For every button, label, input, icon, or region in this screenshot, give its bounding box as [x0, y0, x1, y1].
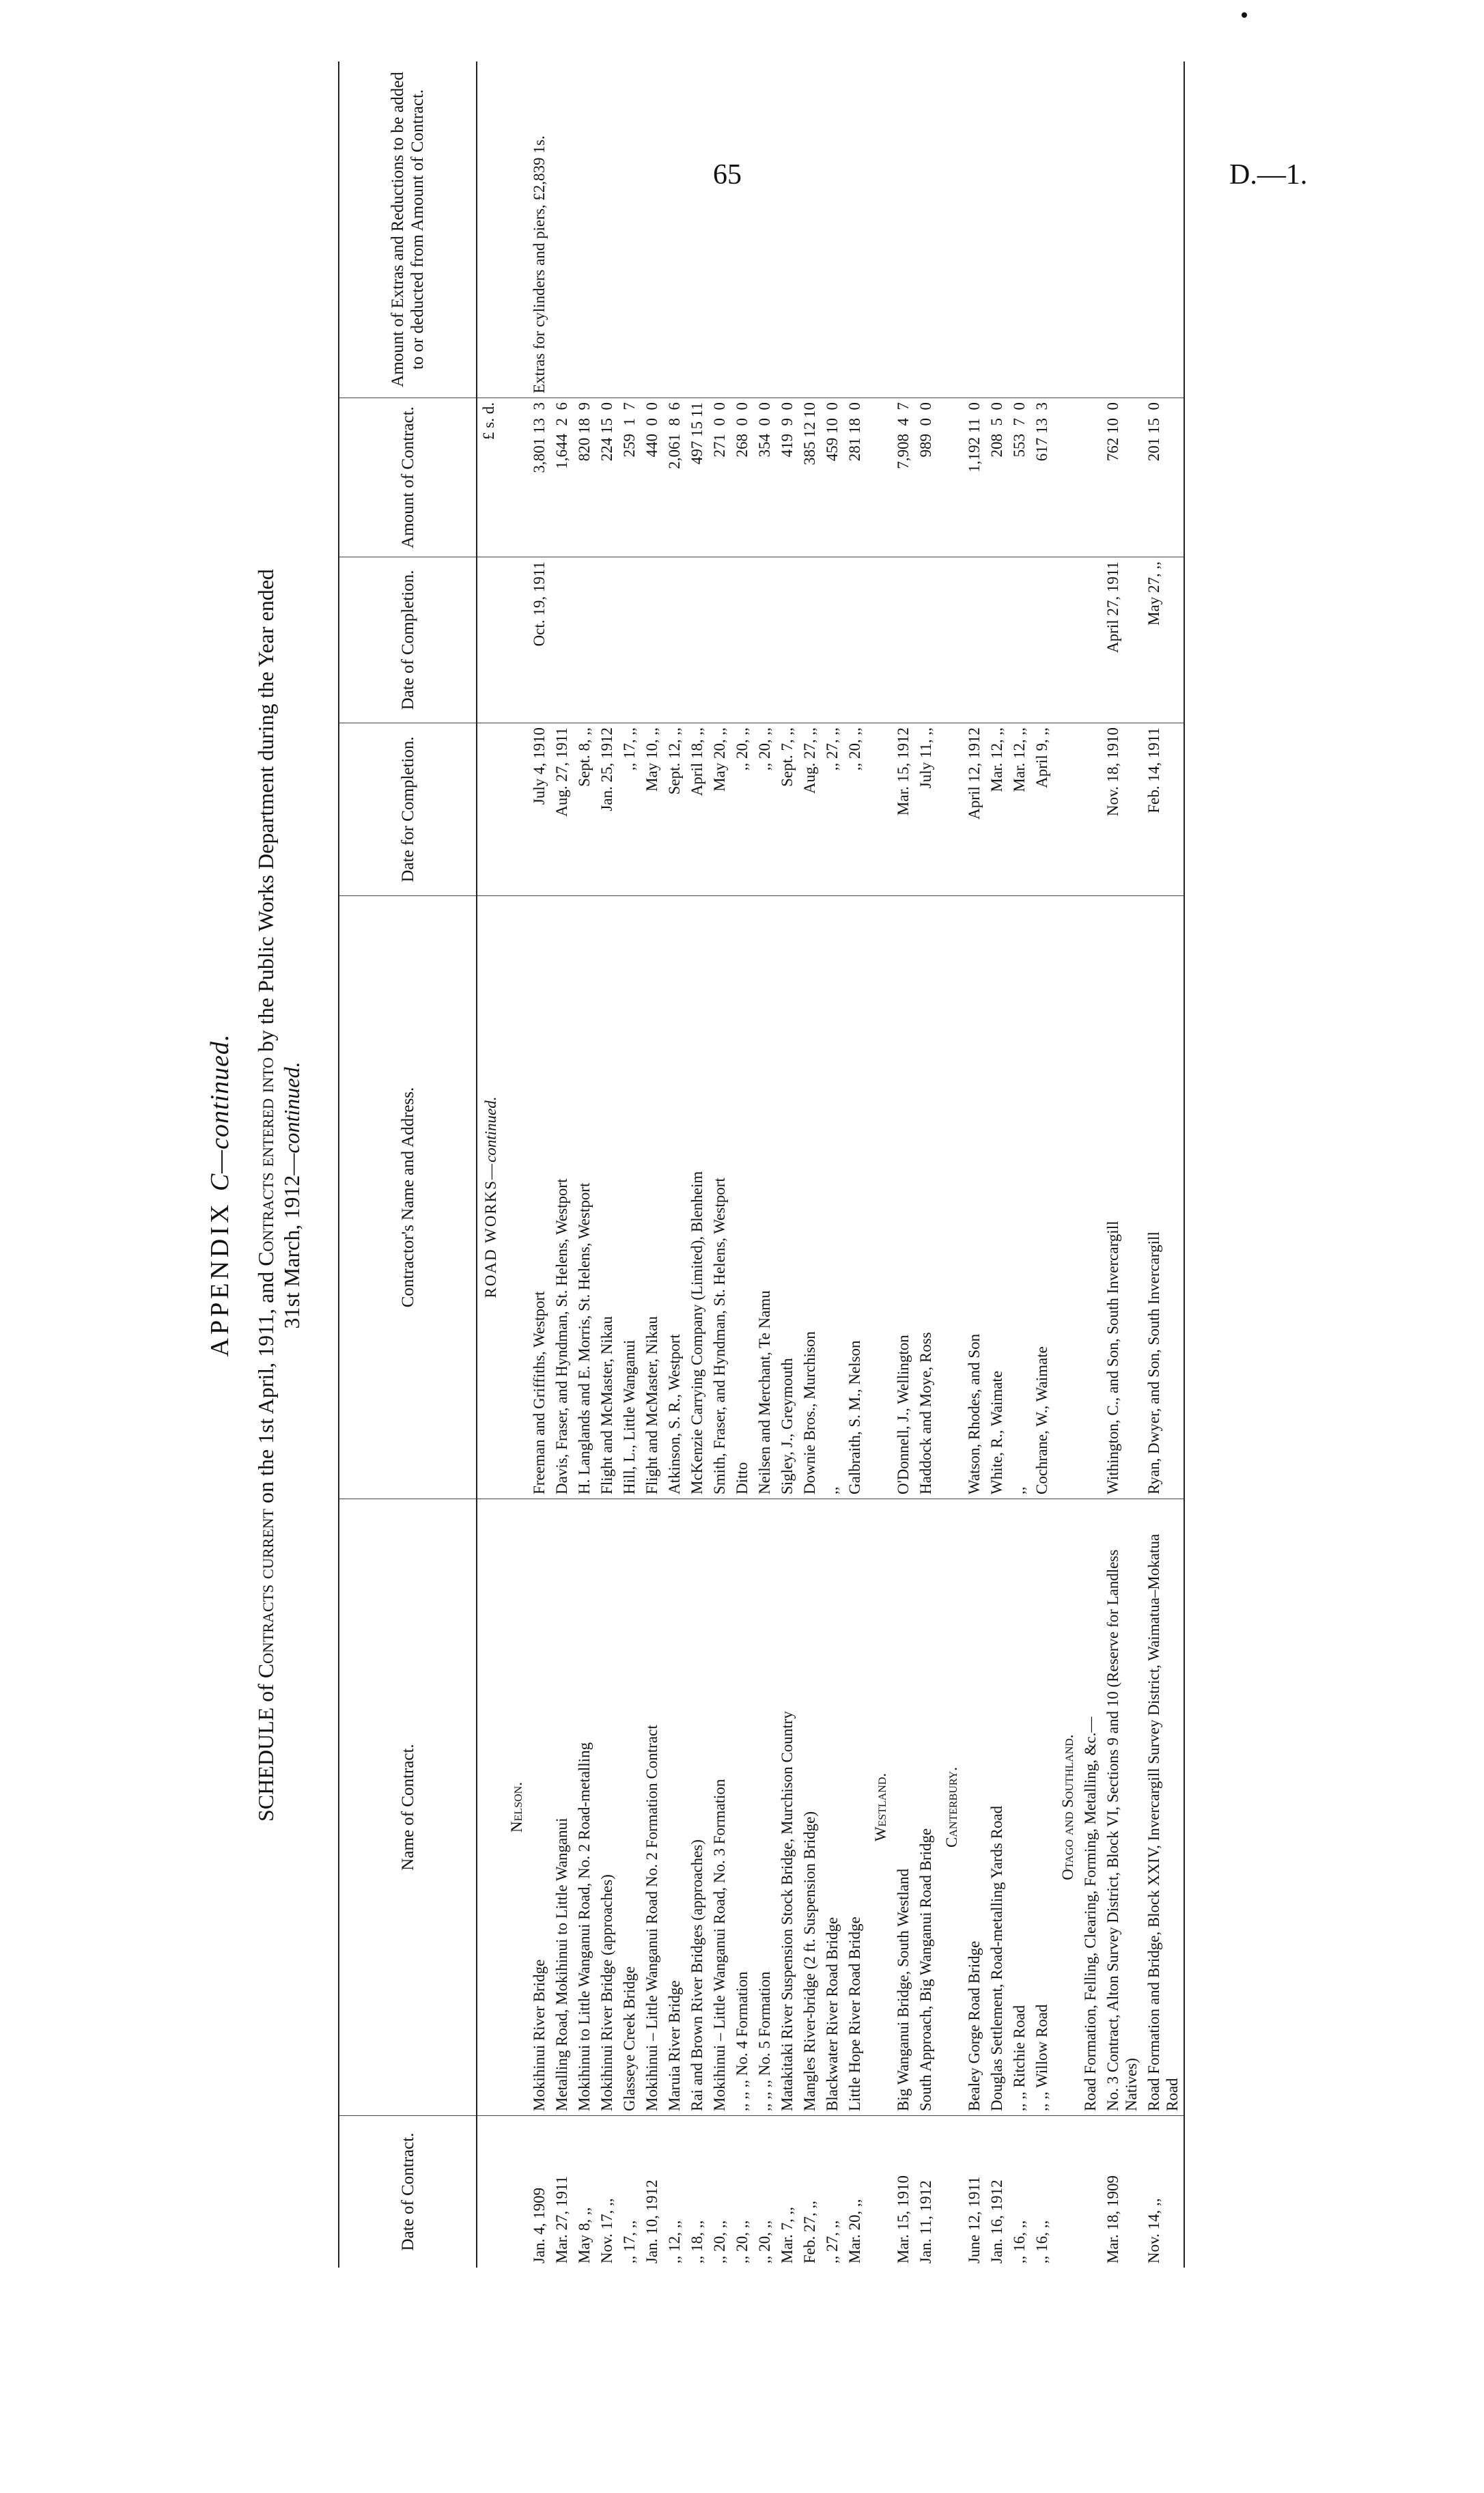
cell-amount: 553 7 0	[1008, 398, 1031, 557]
section-otago: Otago and Southland.	[1053, 1499, 1079, 2116]
rotated-schedule	[198, 72, 1400, 2315]
cell-extra: Extras for cylinders and piers, £2,839 1s.	[528, 61, 550, 398]
table-row	[821, 61, 843, 2268]
cell-contractor: ,,	[1008, 896, 1031, 1499]
cell-extra	[618, 61, 641, 398]
cell-date: ,, 16, ,,	[1033, 2220, 1050, 2264]
cell-due: Mar. 15, 1912	[892, 723, 914, 896]
cell-extra	[892, 61, 914, 398]
cell-contractor: Atkinson, S. R., Westport	[663, 896, 686, 1499]
table-row	[550, 61, 573, 2268]
cell-due: July 4, 1910	[528, 723, 550, 896]
table-row	[1079, 61, 1102, 2268]
cell-name: ,, ,, ,, No. 5 Formation	[753, 1499, 776, 2116]
section-row	[502, 61, 528, 2268]
cell-due: Jan. 25, 1912	[596, 723, 618, 896]
cell-name: Little Hope River Road Bridge	[843, 1499, 866, 2116]
title-part: on the 1st April, 1911, and	[253, 1266, 278, 1509]
cell-name: Bealey Gorge Road Bridge	[963, 1499, 985, 2116]
cell-done	[731, 557, 753, 723]
cell-date: June 12, 1911	[966, 2176, 983, 2264]
cell-date: Nov. 14, ,,	[1143, 2116, 1184, 2268]
cell-done	[1031, 557, 1053, 723]
stray-mark	[1242, 12, 1247, 18]
cell-amount: 268 0 0	[731, 398, 753, 557]
cell-name: Mokihinui – Little Wanganui Road, No. 3 Formation	[708, 1499, 731, 2116]
table-row	[843, 61, 866, 2268]
cell-extra	[686, 61, 708, 398]
cell-amount: 497 15 11	[686, 398, 708, 557]
col-amount	[339, 398, 477, 557]
cell-amount: 459 10 0	[821, 398, 843, 557]
cell-due: Sept. 7, ,,	[776, 723, 798, 896]
cell-contractor: Haddock and Moye, Ross	[914, 896, 937, 1499]
table-row	[1102, 61, 1143, 2268]
cell-amount: 354 0 0	[753, 398, 776, 557]
cell-amount: 208 5 0	[985, 398, 1008, 557]
title-part: SCHEDULE of	[253, 1678, 278, 1822]
cell-due	[1079, 723, 1102, 896]
cell-amount: 989 0 0	[914, 398, 937, 557]
cell-done	[550, 557, 573, 723]
cell-amount: 7,908 4 7	[892, 398, 914, 557]
cell-name: Mokihinui River Bridge	[528, 1499, 550, 2116]
cell-extra	[843, 61, 866, 398]
cell-name: ,, ,, Willow Road	[1031, 1499, 1053, 2116]
cell-contractor: Cochrane, W., Waimate	[1031, 896, 1053, 1499]
cell-contractor: Withington, C., and Son, South Invercargill	[1102, 896, 1143, 1499]
cell-date: Jan. 11, 1912	[917, 2180, 934, 2264]
cell-name: Road Formation, Felling, Clearing, Forming, Metalling, &c.—	[1079, 1499, 1102, 2116]
cell-contractor: H. Langlands and E. Morris, St. Helens, Westport	[573, 896, 596, 1499]
cell-date: Mar. 27, 1911	[553, 2175, 570, 2264]
cell-date: Mar. 20, ,,	[846, 2199, 863, 2264]
table-row	[892, 61, 914, 2268]
col-date-of-completion: Date of Completion.	[339, 557, 477, 723]
cell-date	[1079, 2116, 1102, 2268]
cell-amount: 762 10 0	[1102, 398, 1143, 557]
cell-due: ,, 20, ,,	[753, 723, 776, 896]
table-row	[1008, 61, 1031, 2268]
cell-due: Aug. 27, 1911	[550, 723, 573, 896]
cell-due: Nov. 18, 1910	[1102, 723, 1143, 896]
cell-due: ,, 20, ,,	[843, 723, 866, 896]
cell-extra	[798, 61, 821, 398]
cell-extra	[776, 61, 798, 398]
cell-contractor	[1079, 896, 1102, 1499]
page-number: 65	[713, 159, 742, 191]
cell-extra	[914, 61, 937, 398]
cell-name: Big Wanganui Bridge, South Westland	[892, 1499, 914, 2116]
cell-name: Mokihinui – Little Wanganui Road No. 2 Formation Contract	[641, 1499, 663, 2116]
units-row	[477, 61, 502, 2268]
cell-name: Road Formation and Bridge, Block XXIV, Invercargill Survey District, Waimatua–Mokatua Road	[1143, 1499, 1184, 2116]
col-amount-label: Amount of Contract.	[398, 406, 417, 548]
cell-contractor: Davis, Fraser, and Hyndman, St. Helens, Westport	[550, 896, 573, 1499]
table-row	[573, 61, 596, 2268]
cell-name: Matakitaki River Suspension Stock Bridge, Murchison Country	[776, 1499, 798, 2116]
main-section-heading	[477, 896, 502, 1499]
cell-date: ,, 27, ,,	[824, 2220, 841, 2264]
cell-contractor: Flight and McMaster, Nikau	[596, 896, 618, 1499]
cell-contractor: White, R., Waimate	[985, 896, 1008, 1499]
cell-amount: 3,801 13 3	[528, 398, 550, 557]
cell-contractor: Smith, Fraser, and Hyndman, St. Helens, Westport	[708, 896, 731, 1499]
cell-amount: 224 15 0	[596, 398, 618, 557]
cell-name: Mokihinui to Little Wanganui Road, No. 2 Road-metalling	[573, 1499, 596, 2116]
cell-date: ,, 20, ,,	[711, 2220, 728, 2264]
cell-due: Mar. 12, ,,	[1008, 723, 1031, 896]
section-canterbury: Canterbury.	[937, 1499, 963, 2116]
table-row	[731, 61, 753, 2268]
table-row	[914, 61, 937, 2268]
table-row	[686, 61, 708, 2268]
section-row	[1053, 61, 1079, 2268]
cell-name: Mangles River-bridge (2 ft. Suspension Bridge)	[798, 1499, 821, 2116]
cell-extra	[1143, 61, 1184, 398]
cell-contractor: McKenzie Carrying Company (Limited), Blenheim	[686, 896, 708, 1499]
cell-due: ,, 17, ,,	[618, 723, 641, 896]
cell-done	[663, 557, 686, 723]
cell-date: May 8, ,,	[576, 2207, 593, 2264]
cell-date: Mar. 18, 1909	[1104, 2175, 1121, 2264]
cell-contractor: Downie Bros., Murchison	[798, 896, 821, 1499]
cell-date: Jan. 16, 1912	[988, 2179, 1005, 2264]
cell-date: ,, 12, ,,	[666, 2220, 683, 2264]
title-part: by the Public Works Department during the Year ended	[253, 569, 278, 1057]
cell-amount: 2,061 8 6	[663, 398, 686, 557]
table-row	[708, 61, 731, 2268]
schedule-title	[253, 75, 305, 2315]
cell-contractor: Ditto	[731, 896, 753, 1499]
cell-name: Glasseye Creek Bridge	[618, 1499, 641, 2116]
cell-due: Aug. 27, ,,	[798, 723, 821, 896]
table-row	[596, 61, 618, 2268]
cell-done	[708, 557, 731, 723]
cell-extra	[731, 61, 753, 398]
cell-extra	[550, 61, 573, 398]
table-row	[1143, 61, 1184, 2268]
cell-date: ,, 18, ,,	[688, 2220, 705, 2264]
cell-date: ,, 20, ,,	[733, 2220, 751, 2264]
cell-amount: 259 1 7	[618, 398, 641, 557]
contracts-table	[338, 61, 1185, 2268]
cell-amount	[1079, 398, 1102, 557]
cell-done	[641, 557, 663, 723]
table-row	[641, 61, 663, 2268]
cell-name: Mokihinui River Bridge (approaches)	[596, 1499, 618, 2116]
title-part: continued.	[279, 1061, 304, 1154]
cell-date: Jan. 4, 1909	[531, 2187, 548, 2264]
cell-due: July 11, ,,	[914, 723, 937, 896]
table-row	[528, 61, 550, 2268]
col-name-of-contract: Name of Contract.	[339, 1499, 477, 2116]
cell-extra	[1031, 61, 1053, 398]
table-row	[985, 61, 1008, 2268]
cell-due: Sept. 12, ,,	[663, 723, 686, 896]
table-row	[1031, 61, 1053, 2268]
cell-done	[1008, 557, 1031, 723]
col-extras: Amount of Extras and Reductions to be added to or deducted from Amount of Contract.	[339, 61, 477, 398]
cell-due: ,, 27, ,,	[821, 723, 843, 896]
cell-amount: 385 12 10	[798, 398, 821, 557]
cell-done	[1079, 557, 1102, 723]
cell-extra	[1079, 61, 1102, 398]
cell-contractor: O'Donnell, J., Wellington	[892, 896, 914, 1499]
cell-amount: 201 15 0	[1143, 398, 1184, 557]
table-row	[663, 61, 686, 2268]
cell-done	[596, 557, 618, 723]
cell-amount: 440 0 0	[641, 398, 663, 557]
cell-done	[753, 557, 776, 723]
cell-done: Oct. 19, 1911	[528, 557, 550, 723]
cell-contractor: Neilsen and Merchant, Te Namu	[753, 896, 776, 1499]
cell-date: Jan. 10, 1912	[643, 2179, 660, 2264]
section-westland: Westland.	[866, 1499, 892, 2116]
col-date-of-contract: Date of Contract.	[339, 2116, 477, 2268]
title-part: Contracts entered into	[253, 1057, 278, 1266]
cell-extra	[821, 61, 843, 398]
cell-contractor: Flight and McMaster, Nikau	[641, 896, 663, 1499]
table-row	[753, 61, 776, 2268]
cell-amount: 820 18 9	[573, 398, 596, 557]
section-row	[866, 61, 892, 2268]
cell-due: Feb. 14, 1911	[1143, 723, 1184, 896]
main-section-label: ROAD WORKS—	[482, 1162, 499, 1298]
header-row	[339, 61, 477, 2268]
cell-amount: 1,644 2 6	[550, 398, 573, 557]
cell-done	[892, 557, 914, 723]
cell-done	[573, 557, 596, 723]
amount-units: £ s. d.	[477, 398, 502, 557]
cell-due: April 18, ,,	[686, 723, 708, 896]
cell-done	[985, 557, 1008, 723]
title-part: 31st March, 1912—	[279, 1153, 304, 1329]
cell-name: Maruia River Bridge	[663, 1499, 686, 2116]
col-contractor: Contractor's Name and Address.	[339, 896, 477, 1499]
cell-date: Mar. 7, ,,	[779, 2206, 796, 2264]
cell-date: Nov. 17, ,,	[598, 2198, 615, 2264]
cell-contractor: Galbraith, S. M., Nelson	[843, 896, 866, 1499]
cell-done	[914, 557, 937, 723]
table-row	[776, 61, 798, 2268]
table-row	[618, 61, 641, 2268]
cell-extra	[1008, 61, 1031, 398]
cell-extra	[753, 61, 776, 398]
cell-done	[798, 557, 821, 723]
cell-name: ,, ,, Ritchie Road	[1008, 1499, 1031, 2116]
cell-extra	[573, 61, 596, 398]
cell-name: No. 3 Contract, Alton Survey District, Block VI, Sections 9 and 10 (Reserve for Landless Natives)	[1102, 1499, 1143, 2116]
table-row	[963, 61, 985, 2268]
cell-date: Mar. 15, 1910	[895, 2175, 912, 2264]
cell-due: Mar. 12, ,,	[985, 723, 1008, 896]
title-part: Contracts current	[253, 1509, 278, 1679]
cell-name: ,, ,, ,, No. 4 Formation	[731, 1499, 753, 2116]
cell-done	[843, 557, 866, 723]
cell-name: Rai and Brown River Bridges (approaches)	[686, 1499, 708, 2116]
cell-name: Metalling Road, Mokihinui to Little Wanganui	[550, 1499, 573, 2116]
cell-extra	[1102, 61, 1143, 398]
cell-due: April 9, ,,	[1031, 723, 1053, 896]
cell-amount: 281 18 0	[843, 398, 866, 557]
cell-date: ,, 20, ,,	[756, 2220, 773, 2264]
cell-extra	[596, 61, 618, 398]
cell-date: ,, 16, ,,	[1011, 2220, 1028, 2264]
cell-done	[686, 557, 708, 723]
cell-extra	[963, 61, 985, 398]
cell-done: April 27, 1911	[1102, 557, 1143, 723]
cell-extra	[663, 61, 686, 398]
cell-contractor: Hill, L., Little Wanganui	[618, 896, 641, 1499]
cell-due: May 20, ,,	[708, 723, 731, 896]
cell-date: Feb. 27, ,,	[801, 2201, 818, 2264]
cell-contractor: Sigley, J., Greymouth	[776, 896, 798, 1499]
col-date-for-completion: Date for Completion.	[339, 723, 477, 896]
appendix-sub: C—continued.	[206, 1033, 234, 1192]
table-row	[798, 61, 821, 2268]
cell-extra	[985, 61, 1008, 398]
cell-date: ,, 17, ,,	[621, 2220, 638, 2264]
cell-extra	[708, 61, 731, 398]
cell-amount: 1,192 11 0	[963, 398, 985, 557]
cell-done: May 27, ,,	[1143, 557, 1184, 723]
cell-amount: 419 9 0	[776, 398, 798, 557]
cell-amount: 617 13 3	[1031, 398, 1053, 557]
cell-contractor: Freeman and Griffiths, Westport	[528, 896, 550, 1499]
cell-due: Sept. 8, ,,	[573, 723, 596, 896]
main-section-cont: continued.	[482, 1096, 499, 1162]
document-code: D.—1.	[1229, 159, 1308, 191]
cell-due: April 12, 1912	[963, 723, 985, 896]
cell-due: ,, 20, ,,	[731, 723, 753, 896]
section-nelson: Nelson.	[502, 1499, 528, 2116]
cell-contractor: Watson, Rhodes, and Son	[963, 896, 985, 1499]
cell-done	[821, 557, 843, 723]
cell-done	[776, 557, 798, 723]
cell-name: South Approach, Big Wanganui Road Bridge	[914, 1499, 937, 2116]
cell-due: May 10, ,,	[641, 723, 663, 896]
cell-extra	[641, 61, 663, 398]
cell-done	[963, 557, 985, 723]
cell-contractor: Ryan, Dwyer, and Son, South Invercargill	[1143, 896, 1184, 1499]
appendix-label: APPENDIX	[206, 1201, 234, 1357]
cell-name: Douglas Settlement, Road-metalling Yards Road	[985, 1499, 1008, 2116]
section-row	[937, 61, 963, 2268]
cell-amount: 271 0 0	[708, 398, 731, 557]
cell-done	[618, 557, 641, 723]
cell-name: Blackwater River Road Bridge	[821, 1499, 843, 2116]
appendix-title	[205, 75, 235, 2315]
cell-contractor: ,,	[821, 896, 843, 1499]
